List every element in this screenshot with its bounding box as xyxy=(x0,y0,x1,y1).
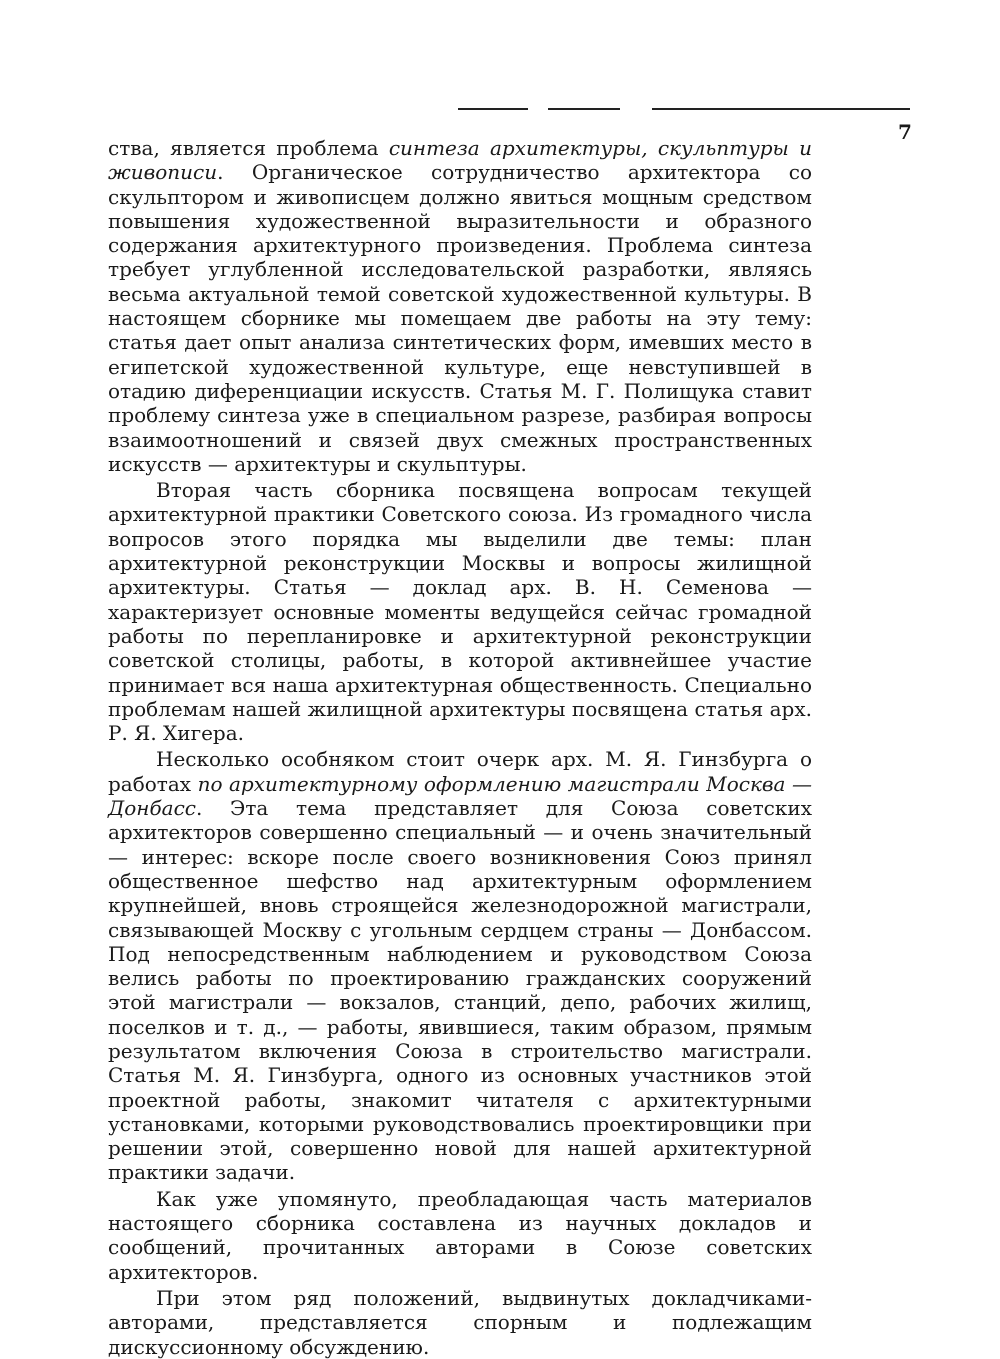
text-run: ства, является проблема xyxy=(108,136,389,160)
paragraph-ginzburg xyxy=(108,747,812,1184)
header-rule xyxy=(458,108,528,110)
text-run: . Эта тема представляет для Союза советских архитекторов совершенно специальный — и очень значительный — интерес: вскоре после своего возникновения Союз принял общественное шефство над архитектурным оформлением крупнейшей, вновь строящейся железнодорожной магистрали, связывающей Москву с угольным сердцем страны — Донбассом. Под непосредственным наблюдением и руководством Союза велись работы по проектированию гражданских сооружений этой магистрали — вокзалов, станций, депо, рабочих жилищ, поселков и т. д., — работы, явившиеся, таким образом, прямым результатом включения Союза в строительство магистрали. Статья М. Я. Гинзбурга, одного из основных участников этой проектной работы, знакомит читателя с архитектурными установками, которыми руководствовались проектировщики при решении этой, совершенно новой для нашей архитектурной практики задачи. xyxy=(108,796,812,1185)
italic-emphasis: синтеза архитектуры, скульптуры и живописи xyxy=(108,136,812,185)
paragraph-second-part: Вторая часть сборника посвящена вопросам текущей архитектурной практики Советского союза. Из громадного числа вопросов этого порядка мы выделили две темы: план архитектурной реконструкции Москвы и вопросы жилищной архитектуры. Статья — доклад арх. В. Н. Семенова — характеризует основные моменты ведущейся сейчас громадной работы по перепланировке и архитектурной реконструкции советской столицы, работы, в которой активнейшее участие принимает вся наша архитектурная общественность. Специально проблемам нашей жилищной архитектуры посвящена статья арх. Р. Я. Хигера. xyxy=(108,478,812,746)
paragraph-discussion: При этом ряд положений, выдвинутых докладчиками-авторами, представляется спорным и подлежащим дискуссионному обсуждению. xyxy=(108,1285,812,1359)
header-rule xyxy=(548,108,620,110)
text-run: . Органическое сотрудничество архитектора со скульптором и живописцем должно явиться мощным средством повышения художественной выразительности и образного содержания архитектурного произведения. Проблема синтеза требует углубленной исследовательской разработки, являясь весьма актуальной темой советской художественной культуры. В настоящем сборнике мы помещаем две работы на эту тему: статья дает опыт анализа синтетических форм, имевших место в египетской художественной культуре, еще невступившей в отадию диференциации искусств. Статья М. Г. Полищука ставит проблему синтеза уже в специальном разрезе, разбирая вопросы взаимоотношений и связей двух смежных пространственных искусств — архитектуры и скульптуры. xyxy=(108,160,812,476)
paragraph-synthesis xyxy=(108,136,812,476)
body-text xyxy=(108,136,812,1359)
paragraph-materials: Как уже упомянуто, преобладающая часть материалов настоящего сборника составлена из научных докладов и сообщений, прочитанных авторами в Союзе советских архитекторов. xyxy=(108,1186,812,1284)
italic-emphasis: по архитектурному оформлению магистрали Москва — Донбасс xyxy=(108,771,812,821)
page-number: 7 xyxy=(898,120,912,144)
header-rule xyxy=(652,108,910,110)
text-run: Несколько особняком стоит очерк арх. М. Я. Гинзбурга о работах xyxy=(108,747,812,796)
